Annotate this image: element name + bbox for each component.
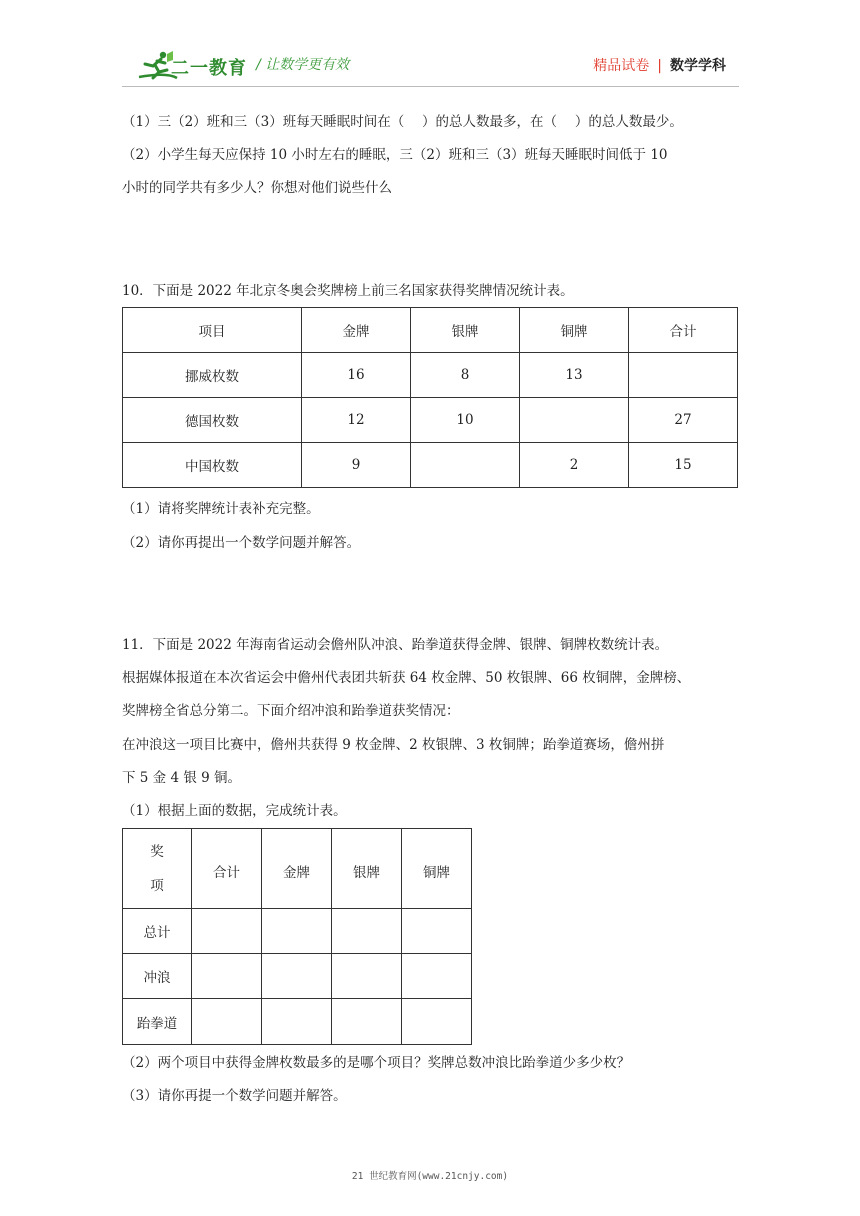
- q10-sub2: （2）请你再提出一个数学问题并解答。: [122, 535, 361, 551]
- q11-sub3: （3）请你再提一个数学问题并解答。: [122, 1088, 347, 1104]
- table-row: [123, 999, 472, 1045]
- q11-sub1: （1）根据上面的数据，完成统计表。: [122, 803, 347, 819]
- table-cell: 中国枚数: [123, 443, 302, 488]
- header-rule: [122, 86, 739, 87]
- table-cell: [402, 999, 472, 1045]
- q9-sub2-line1: （2）小学生每天应保持 10 小时左右的睡眠，三（2）班和三（3）班每天睡眠时间低于 10: [122, 147, 668, 163]
- table-cell: 15: [629, 443, 738, 488]
- table-row: [123, 909, 472, 954]
- slogan: / 让数学更有效: [256, 57, 350, 73]
- table-cell: [520, 398, 629, 443]
- table-row-label: 总计: [123, 909, 192, 954]
- q11-sub2: （2）两个项目中获得金牌枚数最多的是哪个项目？奖牌总数冲浪比跆拳道少多少枚？: [122, 1055, 631, 1071]
- header-right: [593, 55, 726, 75]
- table-cell: 27: [629, 398, 738, 443]
- header-label: 精品试卷: [593, 58, 650, 74]
- q9-sub2-line2: 小时的同学共有多少人？你想对他们说些什么: [122, 180, 392, 196]
- table-row-label: 跆拳道: [123, 999, 192, 1045]
- table-cell: [262, 999, 332, 1045]
- logo-text: 二一教育: [171, 58, 247, 79]
- table-header-row: [123, 308, 738, 353]
- table-header-row: [123, 829, 472, 909]
- table-cell: [262, 954, 332, 999]
- q11-paragraph-1: 根据媒体报道在本次省运会中儋州代表团共斩获 64 枚金牌、50 枚银牌、66 枚铜牌，金牌榜、: [122, 670, 691, 686]
- table-cell: [192, 954, 262, 999]
- header-subject: 数学学科: [670, 58, 726, 74]
- table-header-cell: 铜牌: [520, 308, 629, 353]
- table-cell: 挪威枚数: [123, 353, 302, 398]
- table-cell: 12: [302, 398, 411, 443]
- table-header-cell: 银牌: [411, 308, 520, 353]
- table-row: [123, 353, 738, 398]
- table-corner-cell: [123, 829, 192, 909]
- table-cell: 2: [520, 443, 629, 488]
- table-cell: [262, 909, 332, 954]
- table-header-cell: 金牌: [262, 829, 332, 909]
- table-header-cell: 合计: [192, 829, 262, 909]
- q10-sub1: （1）请将奖牌统计表补充完整。: [122, 501, 320, 517]
- table-cell: [402, 954, 472, 999]
- table-cell: [192, 909, 262, 954]
- table-header-cell: 合计: [629, 308, 738, 353]
- table-header-cell: 项目: [123, 308, 302, 353]
- q11-paragraph-2: 奖牌榜全省总分第二。下面介绍冲浪和跆拳道获奖情况：: [122, 703, 460, 719]
- table-cell: 16: [302, 353, 411, 398]
- corner-bottom-text: 项: [150, 877, 164, 894]
- table-cell: 13: [520, 353, 629, 398]
- header-separator: |: [657, 58, 662, 74]
- q11-title: 11．下面是 2022 年海南省运动会儋州队冲浪、跆拳道获得金牌、银牌、铜牌枚数统计表。: [122, 637, 669, 653]
- table-header-cell: 银牌: [332, 829, 402, 909]
- table-cell: [192, 999, 262, 1045]
- table-row: [123, 954, 472, 999]
- table-cell: 8: [411, 353, 520, 398]
- q10-title: 10．下面是 2022 年北京冬奥会奖牌榜上前三名国家获得奖牌情况统计表。: [122, 283, 574, 299]
- table-row: [123, 443, 738, 488]
- table-cell: [411, 443, 520, 488]
- table-header-cell: 铜牌: [402, 829, 472, 909]
- sports-table: [122, 828, 472, 1045]
- table-header-cell: 金牌: [302, 308, 411, 353]
- q9-sub1: （1）三（2）班和三（3）班每天睡眠时间在（ ）的总人数最多，在（ ）的总人数最少。: [122, 114, 683, 130]
- table-cell: [402, 909, 472, 954]
- table-row: [123, 398, 738, 443]
- table-cell: 10: [411, 398, 520, 443]
- q11-paragraph-4: 下 5 金 4 银 9 铜。: [122, 770, 242, 786]
- table-cell: 9: [302, 443, 411, 488]
- page-header: [0, 0, 860, 90]
- table-cell: [332, 954, 402, 999]
- medal-table: [122, 307, 738, 488]
- table-cell: [629, 353, 738, 398]
- corner-top-text: 奖: [150, 843, 164, 860]
- q11-paragraph-3: 在冲浪这一项目比赛中，儋州共获得 9 枚金牌、2 枚银牌、3 枚铜牌；跆拳道赛场，儋州拼: [122, 737, 665, 753]
- table-row-label: 冲浪: [123, 954, 192, 999]
- table-cell: [332, 999, 402, 1045]
- table-cell: 德国枚数: [123, 398, 302, 443]
- page-footer: 21 世纪教育网(www.21cnjy.com): [351, 1171, 509, 1182]
- table-cell: [332, 909, 402, 954]
